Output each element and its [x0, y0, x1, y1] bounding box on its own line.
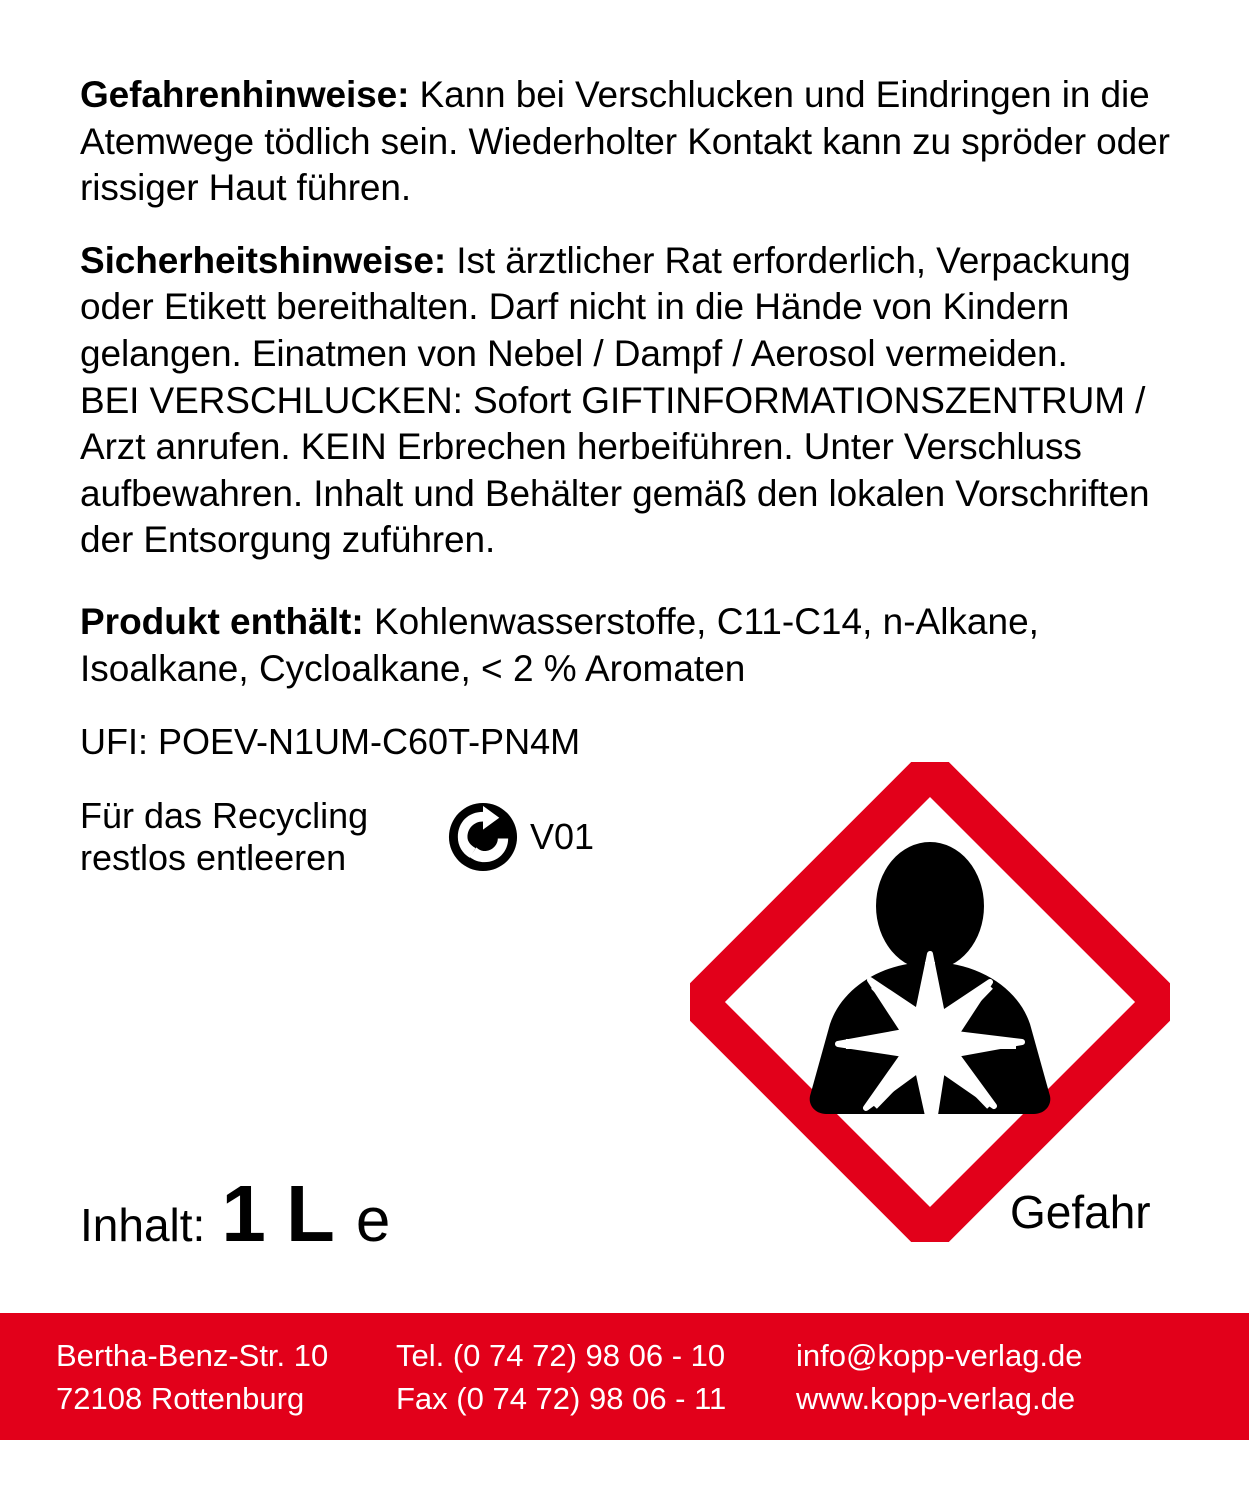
address-line-1: Bertha-Benz-Str. 10 — [56, 1338, 329, 1373]
email-address[interactable]: info@kopp-verlag.de — [796, 1338, 1083, 1373]
recycling-line-1: Für das Recycling — [80, 794, 369, 836]
footer-address — [56, 1335, 396, 1421]
contains-text: Kohlenwasserstoffe, C11-C14, n-Alkane, Isoalkane, Cycloalkane, < 2 % Aromaten — [80, 601, 1039, 690]
recycling-text — [80, 795, 440, 880]
volume-value: 1 L — [221, 1169, 334, 1258]
hazard-statements — [80, 72, 1170, 212]
footer-phone — [396, 1335, 796, 1421]
recycling-code: V01 — [530, 816, 595, 858]
ghs08-health-hazard-icon — [690, 762, 1170, 1242]
label-text-content — [80, 72, 1170, 880]
recycling-arrows-icon — [446, 800, 520, 874]
recycling-line-2: restlos entleeren — [80, 837, 347, 879]
contains-heading: Produkt enthält: — [80, 601, 364, 643]
product-contains — [80, 598, 1170, 693]
fill-volume — [80, 1168, 390, 1260]
estimated-sign: e — [355, 1186, 391, 1255]
address-line-2: 72108 Rottenburg — [56, 1380, 305, 1416]
signal-word: Gefahr — [1010, 1186, 1151, 1238]
hazard-text: Kann bei Verschlucken und Eindringen in die Atemwege tödlich sein. Wiederholter Kontakt kann zu spröder oder rissiger Haut führen. — [80, 74, 1170, 209]
safety-statements — [80, 238, 1170, 378]
website-url[interactable]: www.kopp-verlag.de — [796, 1380, 1076, 1416]
volume-label: Inhalt: — [80, 1199, 206, 1251]
phone-number: Tel. (0 74 72) 98 06 - 10 — [396, 1338, 726, 1373]
fax-number: Fax (0 74 72) 98 06 - 11 — [396, 1380, 727, 1416]
safety-statements-second — [80, 378, 1170, 564]
hazard-heading: Gefahrenhinweise: — [80, 74, 410, 115]
footer-web — [796, 1335, 1176, 1421]
safety-text: Ist ärztlicher Rat erforderlich, Verpackung oder Etikett bereithalten. Darf nicht in die Hände von Kindern gelangen. Einatmen von Nebel / Dampf / Aerosol vermeiden. — [80, 239, 1131, 375]
safety-text-2: BEI VERSCHLUCKEN: Sofort GIFTINFORMATIONSZENTRUM / Arzt anrufen. KEIN Erbrechen herbeiführen. Unter Verschluss aufbewahren. Inhalt und Behälter gemäß den lokalen Vorschriften der Entsorgung zuführen. — [80, 379, 1150, 561]
ufi-code: UFI: POEV-N1UM-C60T-PN4M — [80, 720, 581, 762]
safety-heading: Sicherheitshinweise: — [80, 239, 447, 281]
contact-footer — [0, 1313, 1249, 1440]
